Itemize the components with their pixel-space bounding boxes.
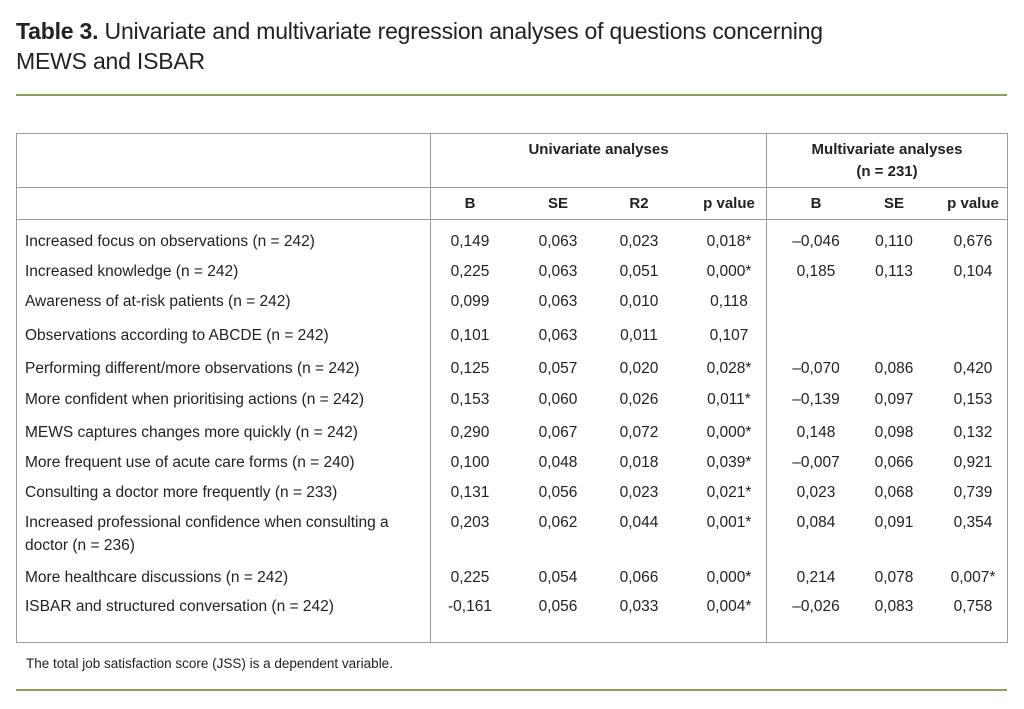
cell-multi-se: 0,068 — [874, 484, 914, 501]
row-label: Increased focus on observations (n = 242) — [25, 233, 315, 250]
cell-multi-p: 0,354 — [953, 514, 993, 531]
cell-multi-b: 0,084 — [796, 514, 836, 531]
cell-multi-b: –0,139 — [792, 391, 840, 408]
cell-uni-se: 0,063 — [538, 327, 578, 344]
row-label: More confident when prioritising actions (n = 242) — [25, 391, 365, 408]
cell-uni-se: 0,060 — [538, 391, 578, 408]
cell-uni-r2: 0,033 — [619, 598, 659, 615]
cell-multi-p: 0,132 — [953, 424, 993, 441]
cell-uni-se: 0,063 — [538, 263, 578, 280]
cell-uni-r2: 0,023 — [619, 484, 659, 501]
cell-uni-se: 0,067 — [538, 424, 578, 441]
cell-uni-r2: 0,044 — [619, 514, 659, 531]
cell-multi-b: –0,070 — [792, 360, 840, 377]
cell-multi-p: 0,104 — [953, 263, 993, 280]
header-univariate: Univariate analyses — [528, 141, 669, 158]
column-header-multi-se: SE — [883, 195, 904, 212]
row-label: ISBAR and structured conversation (n = 242) — [25, 598, 334, 615]
cell-uni-se: 0,048 — [538, 454, 578, 471]
cell-multi-se: 0,113 — [875, 263, 913, 280]
cell-uni-b: 0,225 — [450, 263, 490, 280]
cell-uni-p: 0,118 — [710, 293, 748, 310]
cell-uni-p: 0,028* — [706, 360, 752, 377]
table-caption: Univariate and multivariate regression analyses of questions concerning — [98, 18, 823, 44]
bottom-rule — [16, 689, 1007, 691]
column-header-multi-b: B — [810, 195, 822, 212]
cell-multi-p: 0,420 — [953, 360, 993, 377]
cell-multi-se: 0,097 — [874, 391, 914, 408]
cell-multi-b: –0,046 — [792, 233, 840, 250]
column-header-uni-b: B — [464, 195, 476, 212]
cell-uni-b: 0,290 — [450, 424, 490, 441]
cell-uni-se: 0,063 — [538, 233, 578, 250]
row-label: Awareness of at-risk patients (n = 242) — [25, 293, 291, 310]
column-header-multi-p: p value — [947, 195, 999, 212]
cell-uni-r2: 0,023 — [619, 233, 659, 250]
column-header-uni-r2: R2 — [629, 195, 649, 212]
cell-uni-p: 0,000* — [706, 569, 752, 586]
cell-uni-p: 0,107 — [709, 327, 749, 344]
cell-multi-se: 0,083 — [874, 598, 914, 615]
cell-uni-se: 0,054 — [538, 569, 578, 586]
cell-multi-p: 0,739 — [953, 484, 993, 501]
table-caption-line2: MEWS and ISBAR — [16, 48, 205, 74]
cell-uni-p: 0,000* — [706, 263, 752, 280]
cell-uni-r2: 0,011 — [620, 327, 658, 344]
cell-uni-r2: 0,072 — [619, 424, 659, 441]
header-multivariate: Multivariate analyses — [811, 141, 963, 158]
row-label: MEWS captures changes more quickly (n = 242) — [25, 424, 358, 441]
cell-multi-se: 0,098 — [874, 424, 914, 441]
table-footnote: The total job satisfaction score (JSS) is a dependent variable. — [26, 656, 393, 671]
cell-uni-b: 0,153 — [450, 391, 490, 408]
cell-uni-b: 0,225 — [450, 569, 490, 586]
row-label: More healthcare discussions (n = 242) — [25, 569, 289, 586]
row-label: Observations according to ABCDE (n = 242) — [25, 327, 329, 344]
cell-multi-p: 0,758 — [953, 598, 993, 615]
divider-horizontal — [17, 187, 1007, 188]
row-label: Increased professional confidence when consulting a doctor (n = 236) — [25, 514, 389, 554]
cell-multi-p: 0,007* — [950, 569, 996, 586]
cell-uni-b: 0,203 — [450, 514, 490, 531]
cell-uni-p: 0,001* — [706, 514, 752, 531]
cell-uni-se: 0,056 — [538, 598, 578, 615]
cell-uni-b: 0,131 — [450, 484, 490, 501]
cell-multi-se: 0,066 — [874, 454, 914, 471]
cell-uni-b: 0,100 — [450, 454, 490, 471]
divider-horizontal — [17, 219, 1007, 220]
cell-multi-b: 0,023 — [796, 484, 836, 501]
header-multivariate-n: (n = 231) — [856, 163, 918, 180]
table-title — [16, 16, 823, 76]
cell-uni-se: 0,063 — [538, 293, 578, 310]
cell-uni-r2: 0,020 — [619, 360, 659, 377]
cell-uni-se: 0,057 — [538, 360, 578, 377]
cell-uni-r2: 0,010 — [619, 293, 659, 310]
cell-multi-se: 0,086 — [874, 360, 914, 377]
cell-uni-b: 0,099 — [450, 293, 490, 310]
cell-multi-p: 0,153 — [953, 391, 993, 408]
column-header-uni-p: p value — [703, 195, 755, 212]
cell-uni-p: 0,018* — [706, 233, 752, 250]
cell-multi-b: 0,148 — [796, 424, 836, 441]
top-rule — [16, 94, 1007, 96]
cell-multi-b: 0,185 — [796, 263, 836, 280]
table-number: Table 3. — [16, 18, 99, 44]
cell-multi-b: 0,214 — [796, 569, 836, 586]
cell-uni-se: 0,062 — [538, 514, 578, 531]
cell-uni-b: 0,101 — [450, 327, 490, 344]
cell-uni-p: 0,011* — [707, 391, 751, 408]
cell-multi-p: 0,676 — [953, 233, 993, 250]
cell-uni-b: 0,125 — [450, 360, 490, 377]
cell-uni-r2: 0,051 — [619, 263, 659, 280]
cell-uni-r2: 0,018 — [619, 454, 659, 471]
cell-uni-r2: 0,066 — [619, 569, 659, 586]
row-label: More frequent use of acute care forms (n = 240) — [25, 454, 355, 471]
cell-uni-b: -0,161 — [448, 598, 492, 615]
row-label: Performing different/more observations (n = 242) — [25, 360, 360, 377]
cell-uni-se: 0,056 — [538, 484, 578, 501]
cell-uni-p: 0,021* — [706, 484, 752, 501]
cell-uni-b: 0,149 — [450, 233, 490, 250]
cell-multi-se: 0,110 — [875, 233, 913, 250]
cell-uni-p: 0,004* — [706, 598, 752, 615]
cell-multi-se: 0,078 — [874, 569, 914, 586]
row-label: Increased knowledge (n = 242) — [25, 263, 239, 280]
cell-uni-r2: 0,026 — [619, 391, 659, 408]
cell-multi-b: –0,007 — [792, 454, 840, 471]
cell-multi-p: 0,921 — [953, 454, 993, 471]
cell-uni-p: 0,000* — [706, 424, 752, 441]
cell-multi-b: –0,026 — [792, 598, 840, 615]
regression-table — [16, 133, 1008, 643]
cell-uni-p: 0,039* — [706, 454, 752, 471]
row-label: Consulting a doctor more frequently (n = 233) — [25, 484, 338, 501]
column-header-uni-se: SE — [547, 195, 568, 212]
cell-multi-se: 0,091 — [874, 514, 914, 531]
